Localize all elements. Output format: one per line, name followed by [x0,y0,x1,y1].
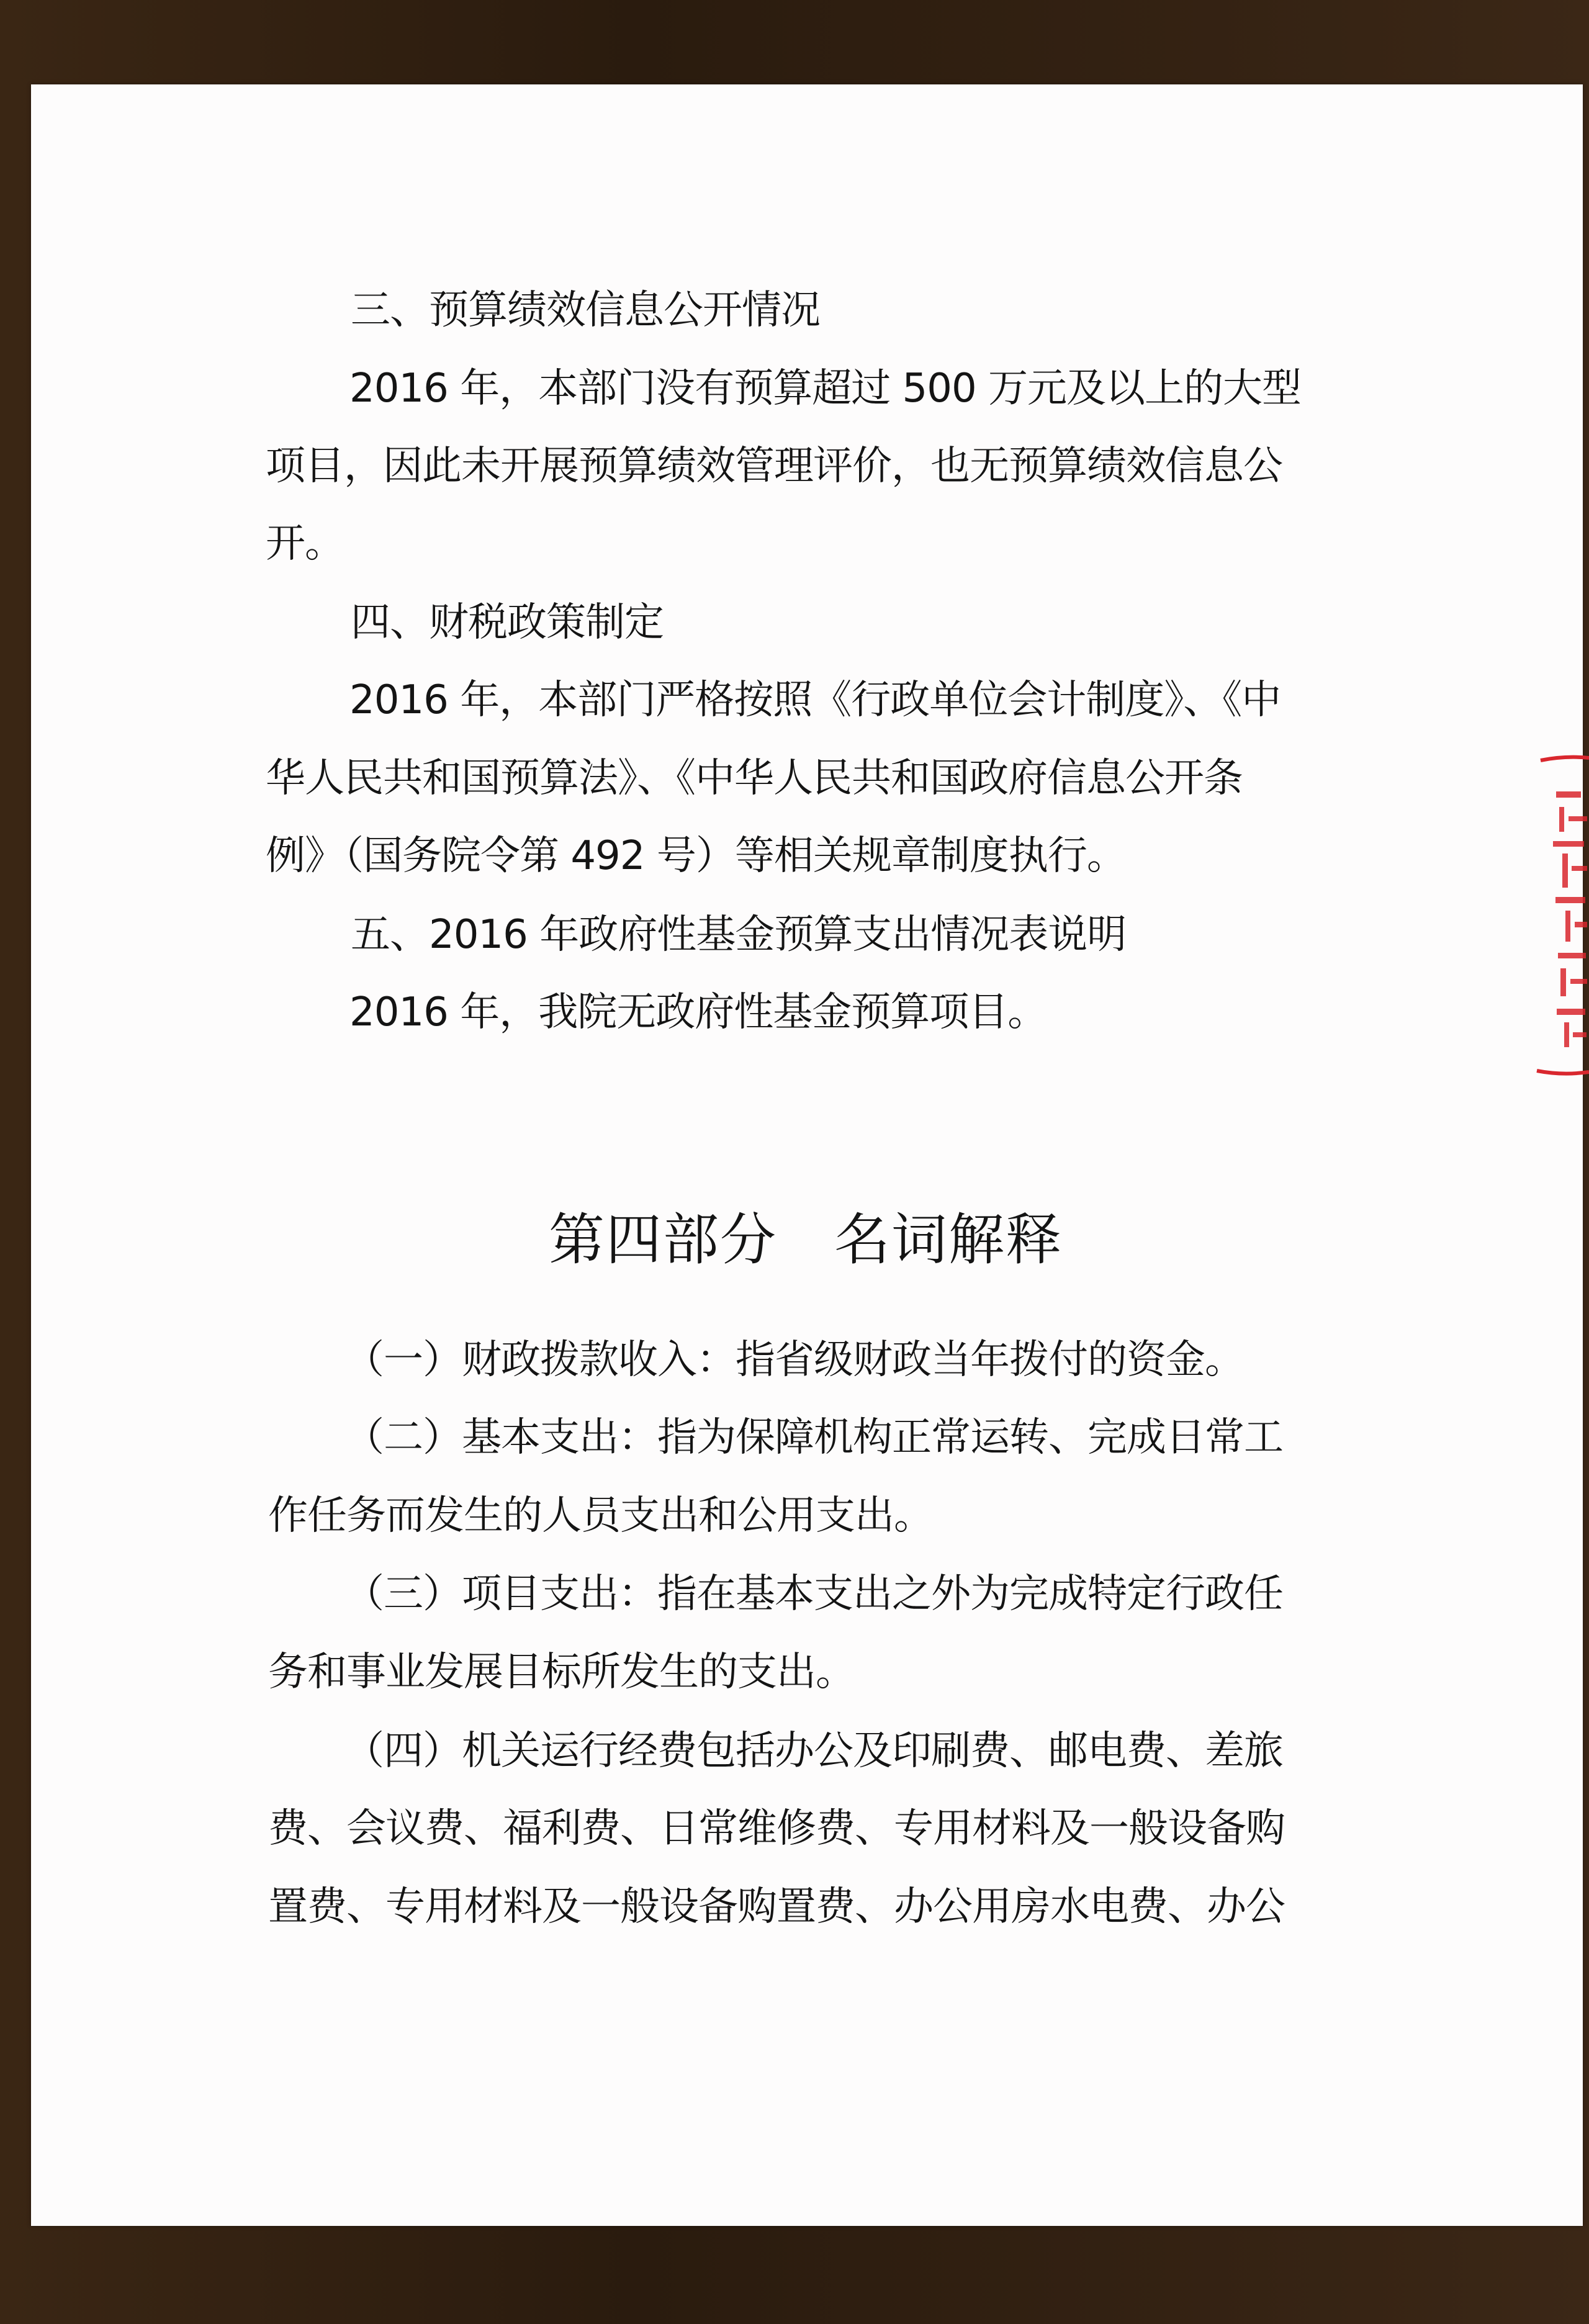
paragraph-line: 开。 [266,521,344,567]
definition-line: （二）基本支出：指为保障机构正常运转、完成日常工 [344,1415,1283,1461]
definition-line: （一）财政拨款收入：指省级财政当年拨付的资金。 [344,1337,1244,1383]
definition-line: 作任务而发生的人员支出和公用支出。 [268,1493,933,1539]
definition-line: 费、会议费、福利费、日常维修费、专用材料及一般设备购 [268,1806,1285,1852]
paragraph-line: 华人民共和国预算法》、《中华人民共和国政府信息公开条 [266,755,1243,801]
paragraph-line: 2016 年，我院无政府性基金预算项目。 [349,989,1047,1035]
section-heading-5: 五、2016 年政府性基金预算支出情况表说明 [351,912,1127,958]
section-heading-3: 三、预算绩效信息公开情况 [351,287,820,333]
definition-line: 务和事业发展目标所发生的支出。 [268,1649,855,1695]
definition-line: （三）项目支出：指在基本支出之外为完成特定行政任 [344,1571,1283,1617]
definition-line: （四）机关运行经费包括办公及印刷费、邮电费、差旅 [344,1728,1283,1774]
paragraph-line: 2016 年，本部门严格按照《行政单位会计制度》、《中 [349,677,1281,723]
document-page [31,84,1583,2226]
red-seal-stamp [1528,748,1589,1083]
section-heading-4: 四、财税政策制定 [351,600,664,646]
paragraph-line: 例》（国务院令第 492 号）等相关规章制度执行。 [266,833,1126,879]
paragraph-line: 2016 年，本部门没有预算超过 500 万元及以上的大型 [349,366,1302,412]
definition-line: 置费、专用材料及一般设备购置费、办公用房水电费、办公 [268,1884,1285,1930]
paragraph-line: 项目，因此未开展预算绩效管理评价，也无预算绩效信息公 [266,443,1282,489]
part-title: 第四部分 名词解释 [549,1207,1063,1272]
